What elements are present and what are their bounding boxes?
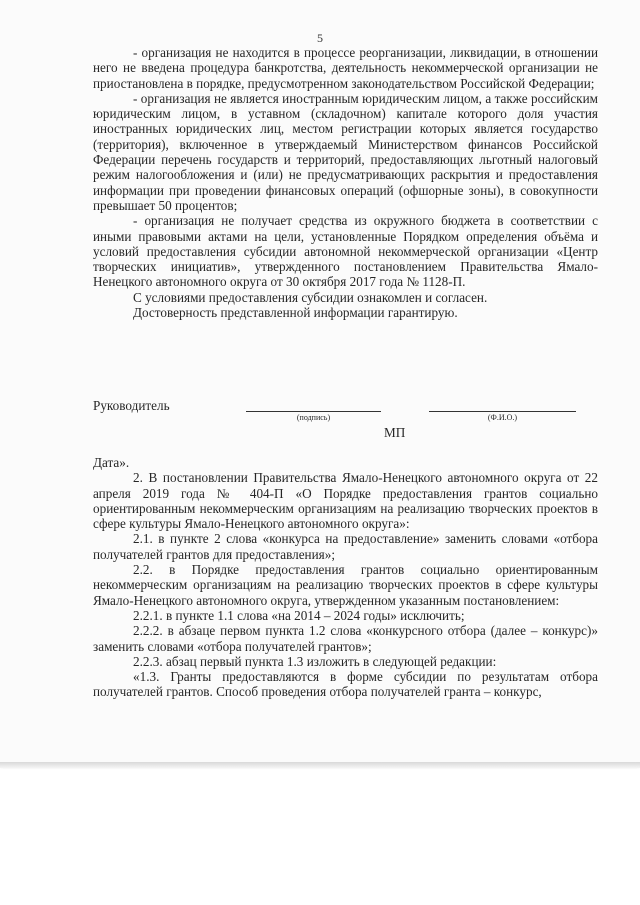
signature-label: Руководитель [93,398,170,413]
paragraph: С условиями предоставления субсидии ознакомлен и согласен. [133,289,488,305]
signature-caption: (подпись) [296,413,331,422]
paragraph: 2.2.3. абзац первый пункта 1.3 изложить в следующей редакции: [133,653,497,669]
paragraph: 2. В постановлении Правительства Ямало-Ненецкого автономного округа от 22 апреля 2019 года № 404-П «О Порядке предоставления грантов социально ориентированным некоммерческим организациям на реализацию творческих проектов в сфере культуры Ямало-Ненецкого автономного округа»: [93,470,598,532]
name-caption: (Ф.И.О.) [487,413,518,422]
paragraph: 2.2. в Порядке предоставления грантов социально ориентированным некоммерческим организациям на реализацию творческих проектов в сфере культуры Ямало-Ненецкого автономного округа, утвержденном указанным постановлением: [93,562,598,608]
stamp-mark: МП [384,425,406,440]
paragraph: Достоверность представленной информации гарантирую. [133,305,458,321]
sheet-edge [0,762,640,768]
paragraph: 2.2.2. в абзаце первом пункта 1.2 слова «конкурсного отбора (далее – конкурс)» заменить словами «отбора получателей грантов»; [93,623,598,654]
paragraph: - организация не получает средства из окружного бюджета в соответствии с иными правовыми актами на цели, установленные Порядком определения объёма и условий предоставления субсидии автономной некоммерческой организации «Центр творческих инициатив», утвержденного постановлением Правительства Ямало-Ненецкого автономного округа от 30 октября 2017 года № 1128-П. [93,213,598,290]
paragraph: 2.2.1. в пункте 1.1 слова «на 2014 – 2024 годы» исключить; [133,607,465,623]
signature-block [93,398,598,448]
paragraph: 2.1. в пункте 2 слова «конкурса на предоставление» заменить словами «отбора получателей грантов для предоставления»; [93,531,598,562]
amendments-block [93,455,598,700]
signature-line [246,411,381,412]
name-line [429,411,576,412]
paragraph: - организация не находится в процессе реорганизации, ликвидации, в отношении него не введена процедура банкротства, деятельность некоммерческой организации не приостановлена в порядке, предусмотренном законодательством Российской Федерации; [93,45,598,91]
conditions-block [93,45,598,320]
page-number: 5 [317,31,323,45]
paragraph: «1.3. Гранты предоставляются в форме субсидии по результатам отбора получателей грантов. Способ проведения отбора получателей гранта – конкурс, [93,669,598,700]
paragraph: - организация не является иностранным юридическим лицом, а также российским юридическим лицом, в уставном (складочном) капитале которого доля участия иностранных юридических лиц, местом регистрации которых является государство (территория), включенное в утверждаемый Министерством финансов Российской Федерации перечень государств и территорий, предоставляющих льготный налоговый режим налогообложения и (или) не предусматривающих раскрытия и предоставления информации при проведении финансовых операций (офшорные зоны), в совокупности превышает 50 процентов; [93,90,598,213]
paragraph: Дата». [93,455,130,470]
